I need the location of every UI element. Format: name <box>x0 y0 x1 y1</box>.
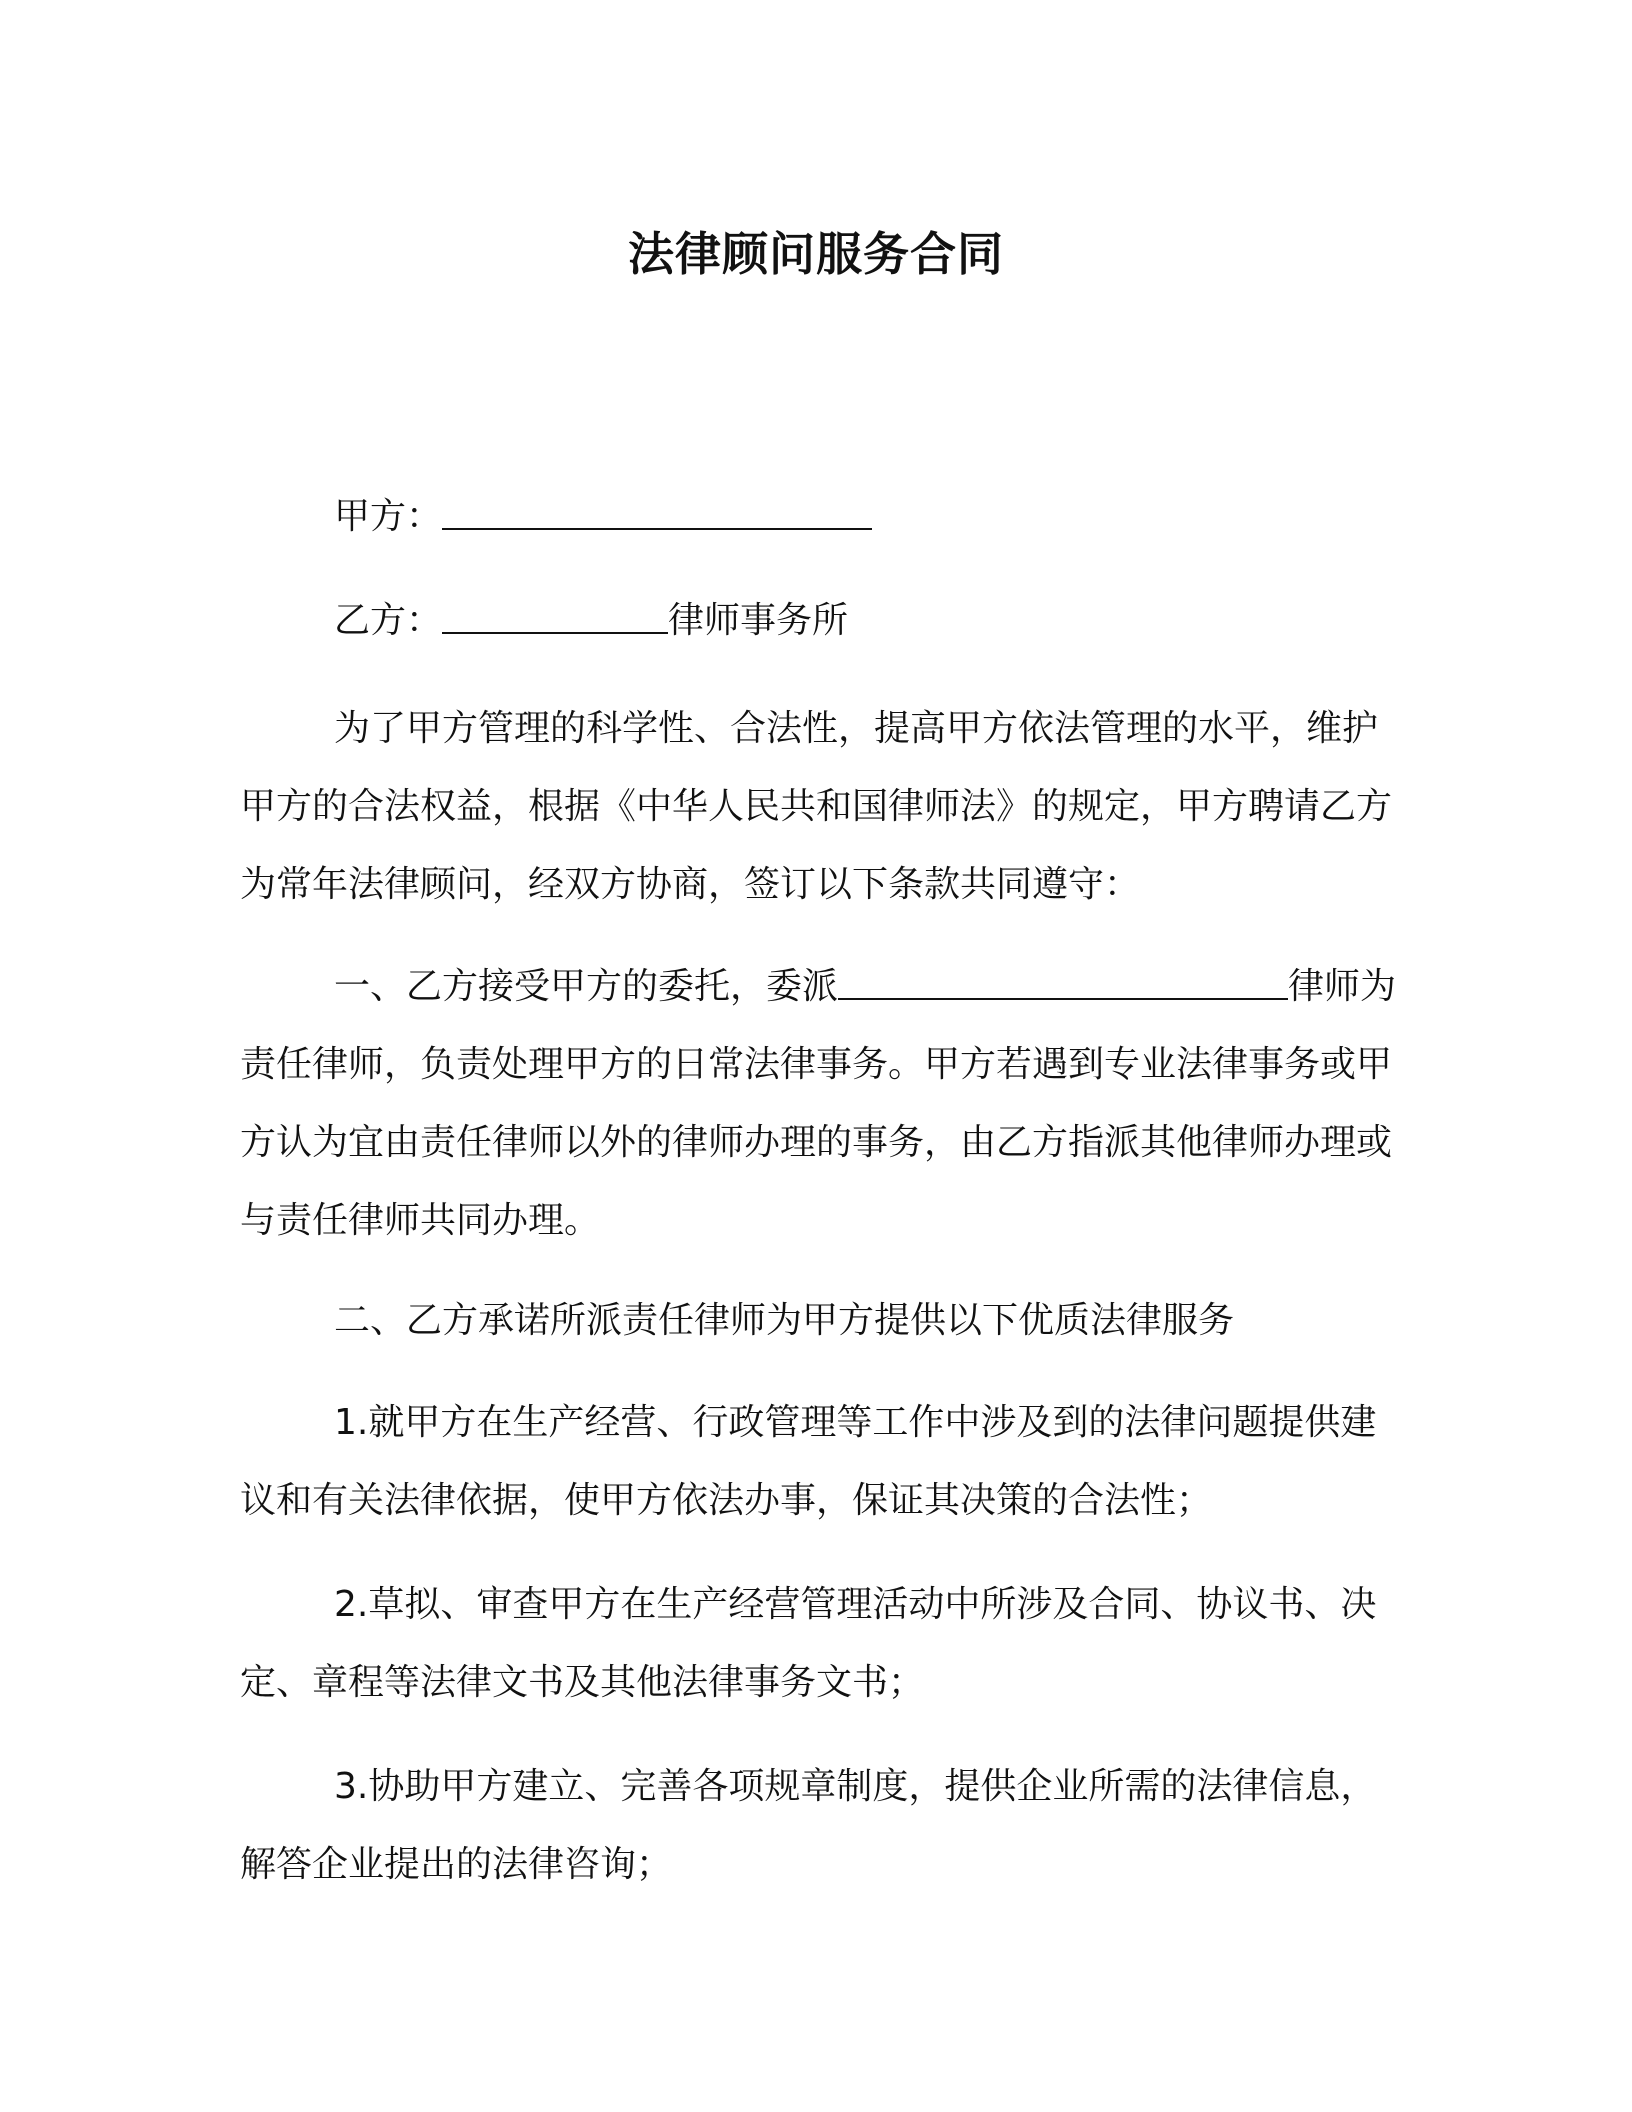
service-item-2: 2.草拟、审查甲方在生产经营管理活动中所涉及合同、协议书、决定、章程等法律文书及其他法律事务文书； <box>240 1584 1377 1703</box>
party-a-line <box>334 492 872 542</box>
preamble-paragraph: 为了甲方管理的科学性、合法性，提高甲方依法管理的水平，维护甲方的合法权益，根据《中华人民共和国律师法》的规定，甲方聘请乙方为常年法律顾问，经双方协商，签订以下条款共同遵守： <box>240 708 1393 905</box>
party-a-label: 甲方： <box>334 496 443 537</box>
clause-1-paragraph <box>240 948 1400 1260</box>
party-b-label: 乙方： <box>334 600 443 641</box>
party-b-blank <box>442 598 668 634</box>
document-title: 法律顾问服务合同 <box>628 227 1004 281</box>
lawyer-name-blank <box>838 964 1288 1000</box>
clause-1-prefix: 一、乙方接受甲方的委托，委派 <box>334 966 839 1007</box>
party-a-blank <box>442 494 872 530</box>
party-b-suffix: 律师事务所 <box>668 600 849 641</box>
service-item-1: 1.就甲方在生产经营、行政管理等工作中涉及到的法律问题提供建议和有关法律依据，使甲方依法办事，保证其决策的合法性； <box>240 1402 1377 1521</box>
service-item-3: 3.协助甲方建立、完善各项规章制度，提供企业所需的法律信息，解答企业提出的法律咨询； <box>240 1766 1377 1885</box>
clause-1-suffix: 律师为责任律师，负责处理甲方的日常法律事务。甲方若遇到专业法律事务或甲方认为宜由责任律师以外的律师办理的事务，由乙方指派其他律师办理或与责任律师共同办理。 <box>240 966 1397 1241</box>
clause-2-heading: 二、乙方承诺所派责任律师为甲方提供以下优质法律服务 <box>334 1300 1235 1341</box>
party-b-line <box>334 596 848 646</box>
